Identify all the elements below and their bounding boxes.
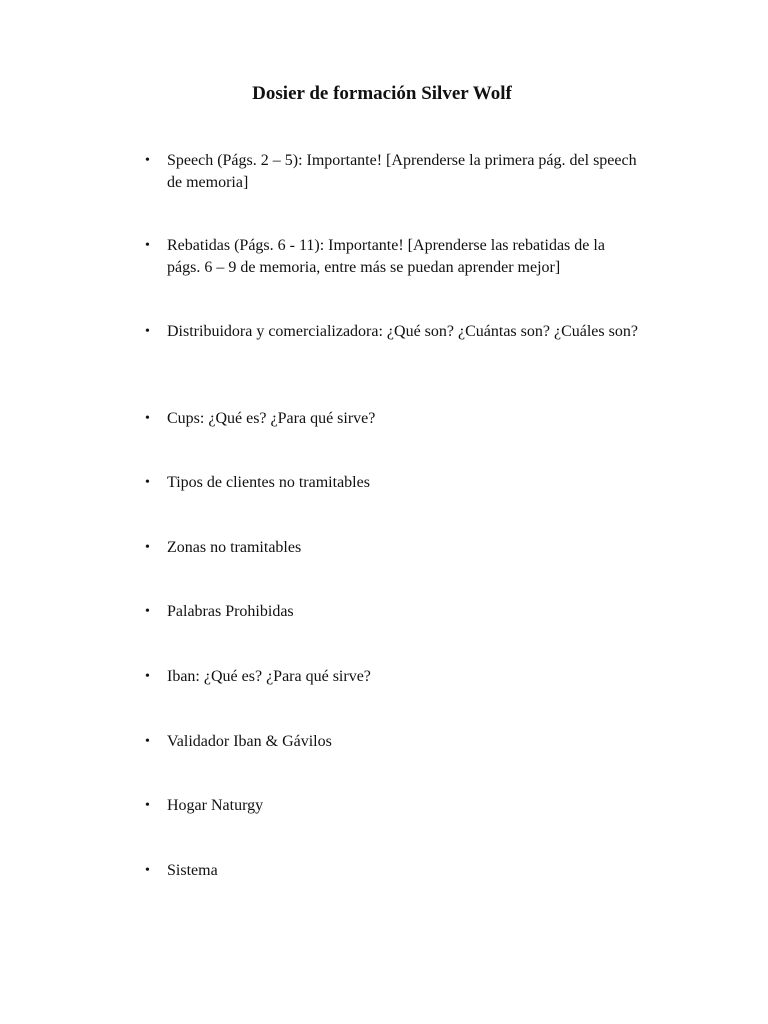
list-item-text: Hogar Naturgy <box>167 797 264 814</box>
bullet-icon: • <box>145 153 150 168</box>
list-item-text: Validador Iban & Gávilos <box>167 733 332 750</box>
list-item <box>140 731 640 753</box>
bullet-icon: • <box>145 734 150 749</box>
bullet-icon: • <box>145 411 150 426</box>
bullet-icon: • <box>145 238 150 253</box>
list-item-text: Iban: ¿Qué es? ¿Para qué sirve? <box>167 668 371 685</box>
list-item <box>140 321 640 343</box>
list-item-text: Tipos de clientes no tramitables <box>167 474 370 491</box>
bullet-icon: • <box>145 475 150 490</box>
list-item <box>140 795 640 817</box>
bullet-icon: • <box>145 540 150 555</box>
document-title: Dosier de formación Silver Wolf <box>252 83 512 104</box>
list-item-text: Distribuidora y comercializadora: ¿Qué son? ¿Cuántas son? ¿Cuáles son? <box>167 323 638 340</box>
list-item-text: Zonas no tramitables <box>167 539 302 556</box>
bullet-icon: • <box>145 863 150 878</box>
list-item <box>140 860 640 882</box>
list-item <box>140 666 640 688</box>
list-item-text: Rebatidas (Págs. 6 - 11): Importante! [Aprenderse las rebatidas de la págs. 6 – 9 de memoria, entre más se puedan aprender mejor] <box>167 237 605 276</box>
bullet-icon: • <box>145 604 150 619</box>
list-item-text: Palabras Prohibidas <box>167 603 294 620</box>
list-item <box>140 472 640 494</box>
list-item-text: Cups: ¿Qué es? ¿Para qué sirve? <box>167 410 376 427</box>
list-item <box>140 601 640 623</box>
list-item-text: Speech (Págs. 2 – 5): Importante! [Aprenderse la primera pág. del speech de memoria] <box>167 152 637 191</box>
list-item-text: Sistema <box>167 862 218 879</box>
list-item <box>140 150 640 194</box>
bullet-icon: • <box>145 798 150 813</box>
list-item <box>140 408 640 430</box>
bullet-icon: • <box>145 669 150 684</box>
bullet-icon: • <box>145 324 150 339</box>
list-item <box>140 235 640 279</box>
list-item <box>140 537 640 559</box>
